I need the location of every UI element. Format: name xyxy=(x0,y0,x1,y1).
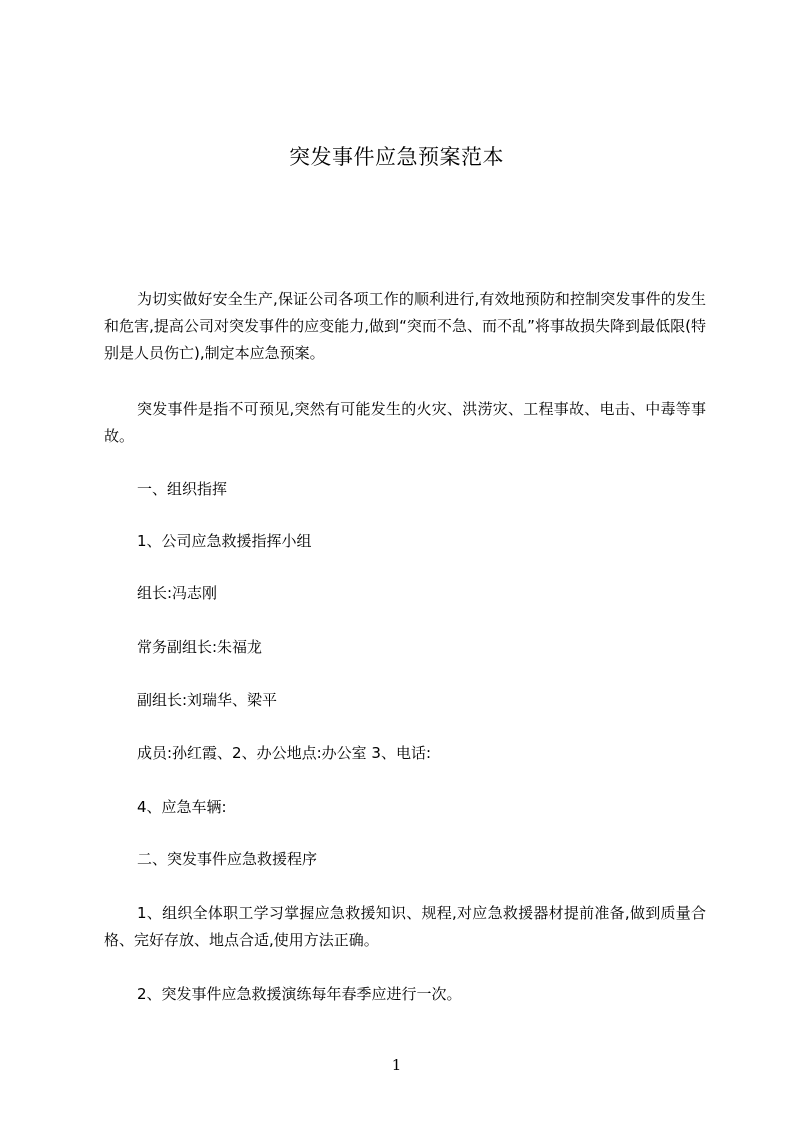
members-line: 成员:孙红霞、2、办公地点:办公室 3、电话: xyxy=(137,744,432,762)
deputy-leader-line: 副组长:刘瑞华、梁平 xyxy=(137,691,278,709)
intro-paragraph: 为切实做好安全生产,保证公司各项工作的顺利进行,有效地预防和控制突发事件的发生和危害,提高公司对突发事件的应变能力,做到“突而不急、而不乱”将事故损失降到最低限(特别是人员伤亡),制定本应急预案。 xyxy=(104,290,706,362)
subsection-heading-command-group: 1、公司应急救援指挥小组 xyxy=(137,532,312,550)
section-heading-procedure: 二、突发事件应急救援程序 xyxy=(137,850,318,868)
definition-paragraph: 突发事件是指不可预见,突然有可能发生的火灾、洪涝灾、工程事故、电击、中毒等事故。 xyxy=(104,400,706,445)
section-heading-organization: 一、组织指挥 xyxy=(137,480,228,498)
procedure-item-2: 2、突发事件应急救援演练每年春季应进行一次。 xyxy=(137,985,462,1003)
procedure-item-1: 1、组织全体职工学习掌握应急救援知识、规程,对应急救援器材提前准备,做到质量合格、完好存放、地点合适,使用方法正确。 xyxy=(104,904,706,949)
executive-deputy-leader-line: 常务副组长:朱福龙 xyxy=(137,638,263,656)
group-leader-line: 组长:冯志刚 xyxy=(137,584,218,602)
emergency-vehicles-line: 4、应急车辆: xyxy=(137,798,227,816)
document-title: 突发事件应急预案范本 xyxy=(289,145,504,169)
page-number: 1 xyxy=(391,1056,402,1074)
